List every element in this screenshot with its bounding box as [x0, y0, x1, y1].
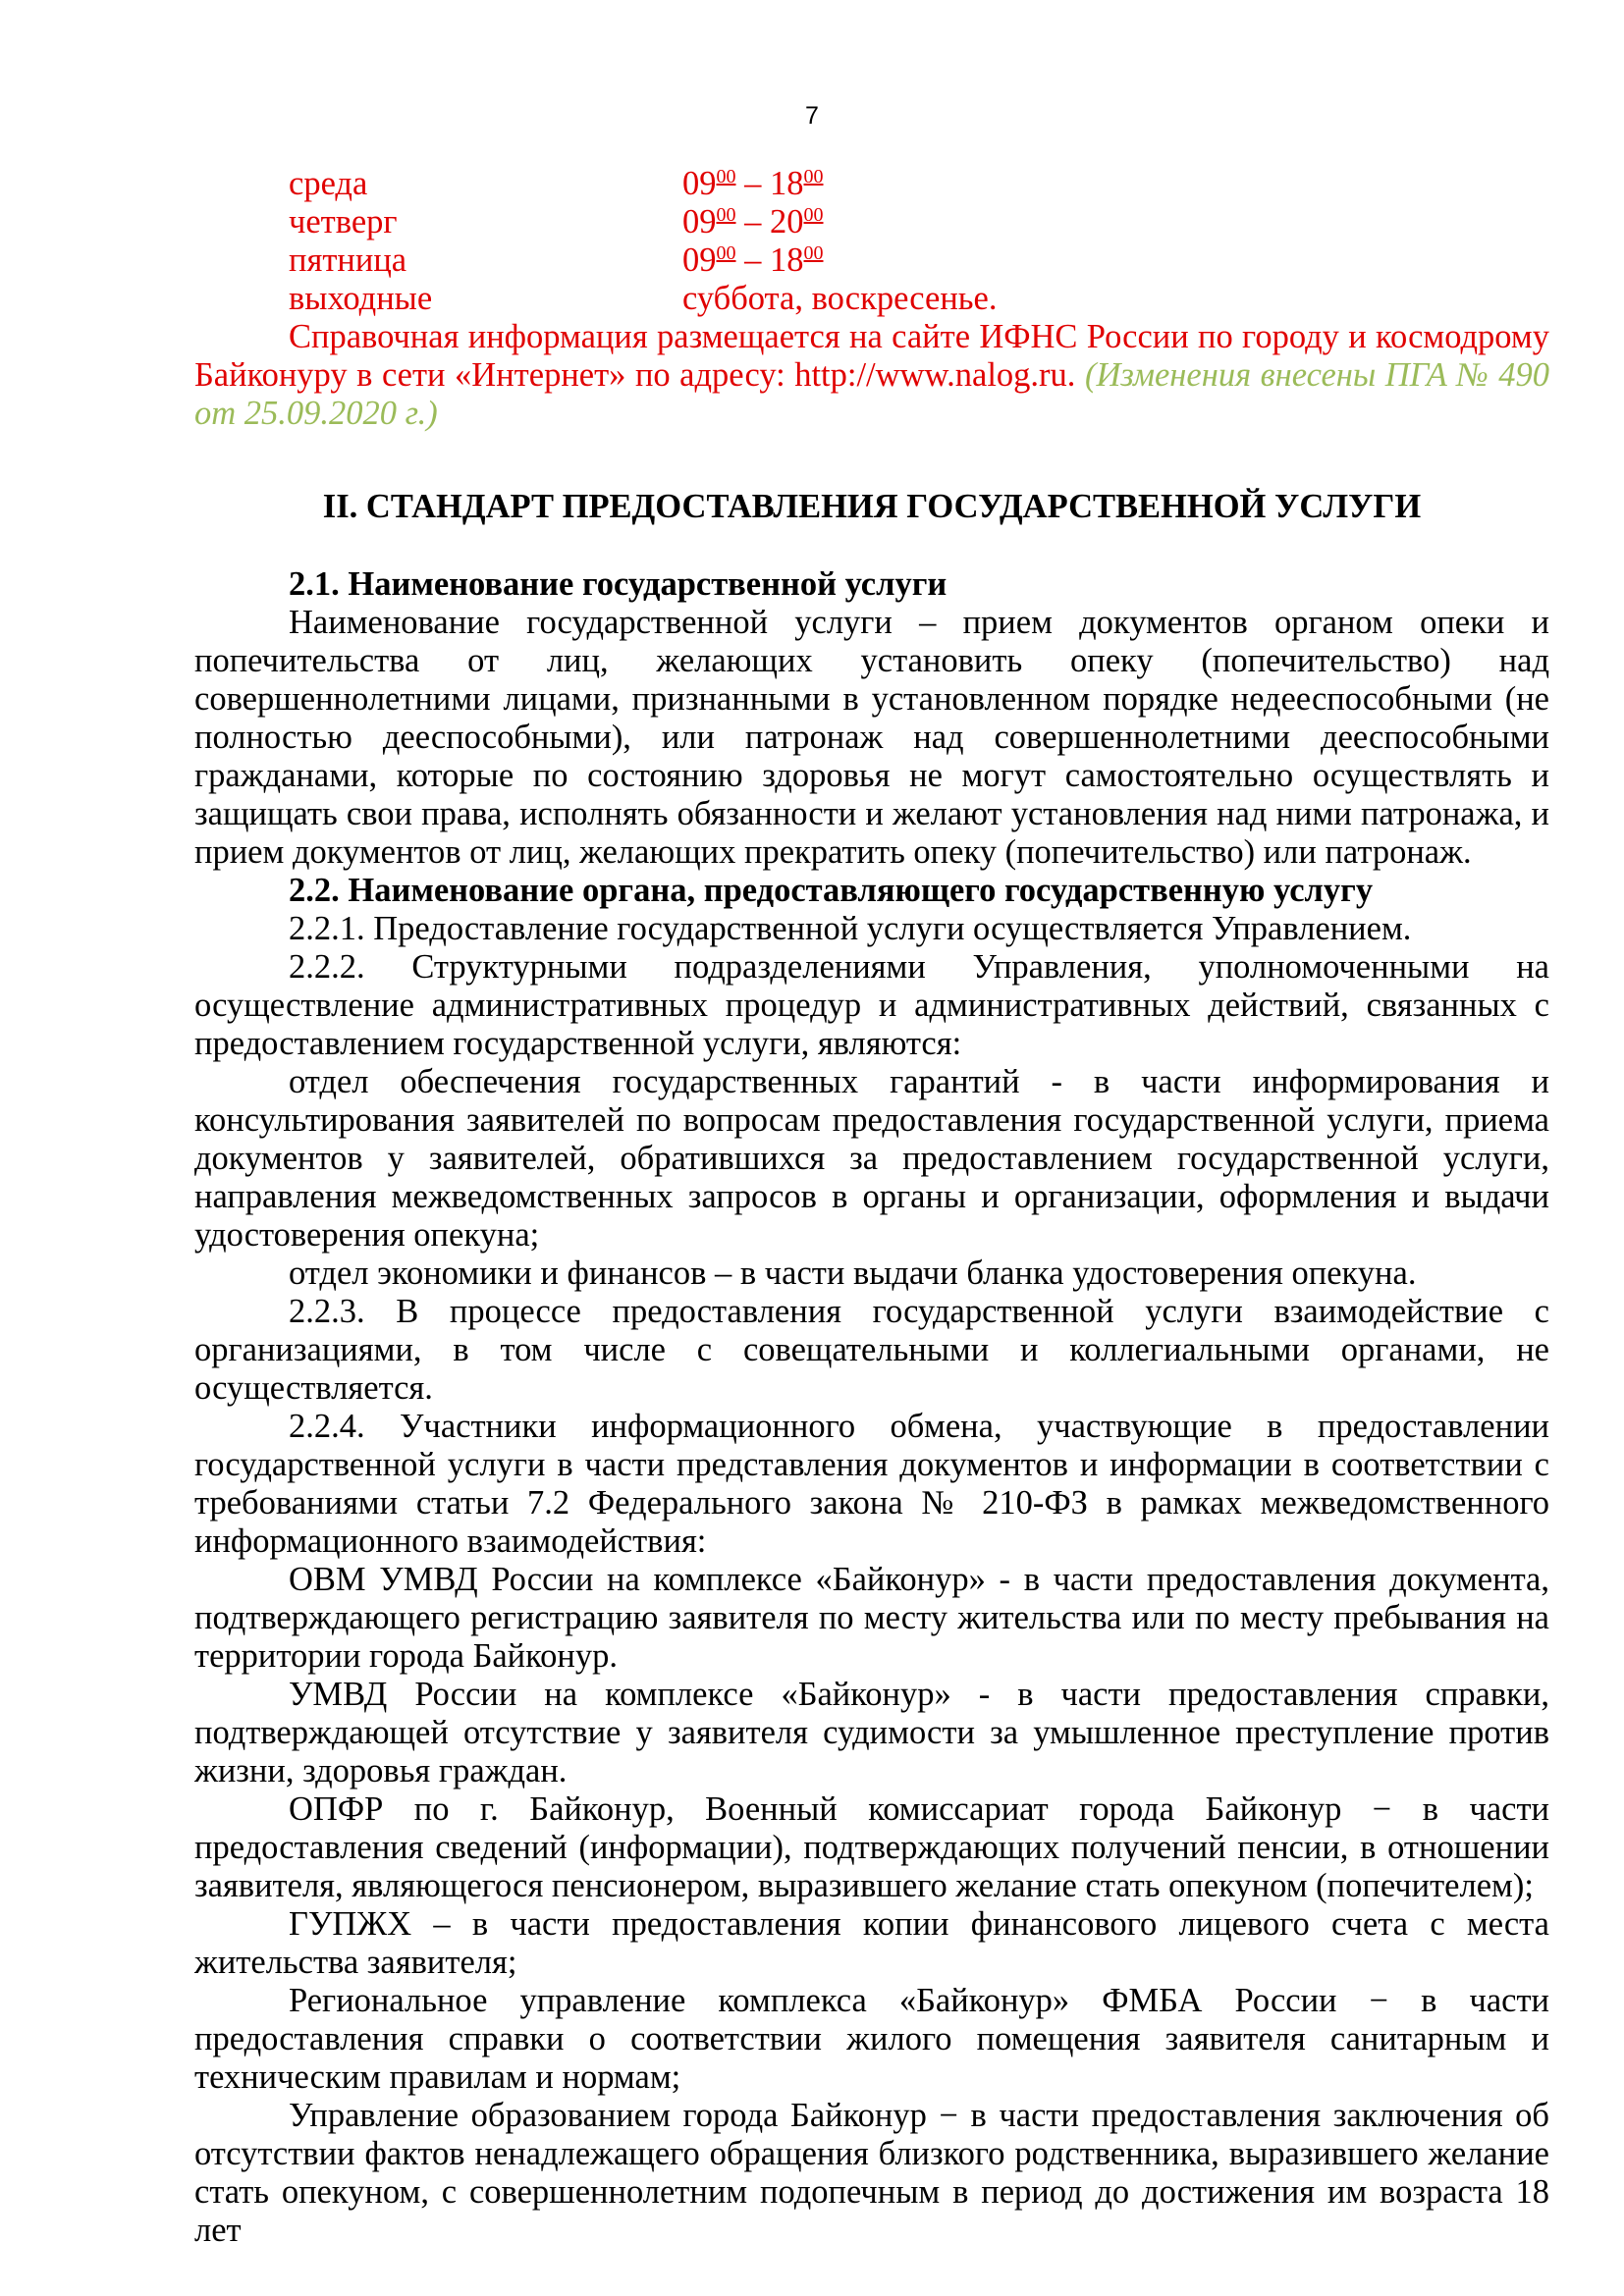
section-title: II. СТАНДАРТ ПРЕДОСТАВЛЕНИЯ ГОСУДАРСТВЕННОЙ УСЛУГИ	[322, 488, 1422, 525]
paragraph-education: Управление образованием города Байконур − в части предоставления заключения об отсутствии фактов ненадлежащего обращения близкого родственника, выразившего желание стать опекуном, с совершеннолетним подопечным в период до достижения им возраста 18 лет	[194, 2097, 1549, 2249]
schedule-hours: $09^{00} - 18^{00}$	[682, 241, 824, 279]
schedule-day: пятница	[289, 241, 407, 279]
paragraph-dept-guarantees: отдел обеспечения государственных гарантий - в части информирования и консультирования заявителей по вопросам предоставления государственной услуги, приема документов у заявителей, обратившихся за предоставлением государственной услуги, направления межведомственных запросов в органы и организации, оформления и выдачи удостоверения опекуна;	[194, 1063, 1549, 1254]
subsection-heading-2-2: 2.2. Наименование органа, предоставляющего государственную услугу	[289, 872, 1374, 909]
schedule-day: среда	[289, 165, 368, 202]
paragraph-fmba: Региональное управление комплекса «Байконур» ФМБА России − в части предоставления справки о соответствии жилого помещения заявителя санитарным и техническим правилам и нормам;	[194, 1982, 1549, 2096]
document-body	[194, 165, 1549, 2250]
paragraph-2-2-3: 2.2.3. В процессе предоставления государственной услуги взаимодействие с организациями, в том числе с совещательными и коллегиальными органами, не осуществляется.	[194, 1293, 1549, 1407]
amendment-note: (Изменения внесены ПГА № 490 от 25.09.2020 г.)	[194, 356, 1550, 432]
schedule-table	[194, 165, 1549, 318]
schedule-row	[194, 165, 1549, 203]
paragraph-2-2-4: 2.2.4. Участники информационного обмена, участвующие в предоставлении государственной услуги в части представления документов и информации в соответствии с требованиями статьи 7.2 Федерального закона № 210-ФЗ в рамках межведомственного информационного взаимодействия:	[194, 1408, 1549, 1560]
reference-info-paragraph	[194, 318, 1549, 433]
schedule-hours: $09^{00} - 20^{00}$	[682, 203, 824, 240]
paragraph-opfr: ОПФР по г. Байконур, Военный комиссариат города Байконур − в части предоставления сведений (информации), подтверждающих получений пенсии, в отношении заявителя, являющегося пенсионером, выразившего желание стать опекуном (попечителем);	[194, 1790, 1549, 1904]
schedule-row	[194, 241, 1549, 280]
paragraph-gupzhkh: ГУПЖХ – в части предоставления копии финансового лицевого счета с места жительства заявителя;	[194, 1905, 1549, 1981]
schedule-row	[194, 203, 1549, 241]
paragraph-ovm-umvd: ОВМ УМВД России на комплексе «Байконур» - в части предоставления документа, подтверждающего регистрацию заявителя по месту жительства или по месту пребывания на территории города Байконур.	[194, 1561, 1549, 1675]
schedule-row-weekend	[194, 280, 1549, 318]
paragraph-2-1: Наименование государственной услуги – прием документов органом опеки и попечительства от лиц, желающих установить опеку (попечительство) над совершеннолетними лицами, признанными в установленном порядке недееспособными (не полностью дееспособными), или патронаж над совершеннолетними дееспособными гражданами, которые по состоянию здоровья не могут самостоятельно осуществлять и защищать свои права, исполнять обязанности и желают установления над ними патронажа, и прием документов от лиц, желающих прекратить опеку (попечительство) или патронаж.	[194, 604, 1549, 871]
reference-info-text: Справочная информация размещается на сайте ИФНС России по городу и космодрому Байконуру в сети «Интернет» по адресу: http://www.nalog.ru.	[194, 318, 1549, 394]
paragraph-2-2-1: 2.2.1. Предоставление государственной услуги осуществляется Управлением.	[289, 910, 1412, 947]
schedule-hours: суббота, воскресенье.	[682, 280, 998, 317]
paragraph-2-2-2: 2.2.2. Структурными подразделениями Управления, уполномоченными на осуществление административных процедур и административных действий, связанных с предоставлением государственной услуги, являются:	[194, 948, 1549, 1062]
page-number: 7	[805, 102, 819, 130]
schedule-day: выходные	[289, 280, 433, 317]
schedule-day: четверг	[289, 203, 398, 240]
paragraph-dept-economics: отдел экономики и финансов – в части выдачи бланка удостоверения опекуна.	[289, 1255, 1417, 1292]
schedule-hours: $09^{00} - 18^{00}$	[682, 165, 824, 202]
paragraph-umvd: УМВД России на комплексе «Байконур» - в части предоставления справки, подтверждающей отсутствие у заявителя судимости за умышленное преступление против жизни, здоровья граждан.	[194, 1676, 1549, 1789]
subsection-heading-2-1: 2.1. Наименование государственной услуги	[289, 565, 947, 603]
